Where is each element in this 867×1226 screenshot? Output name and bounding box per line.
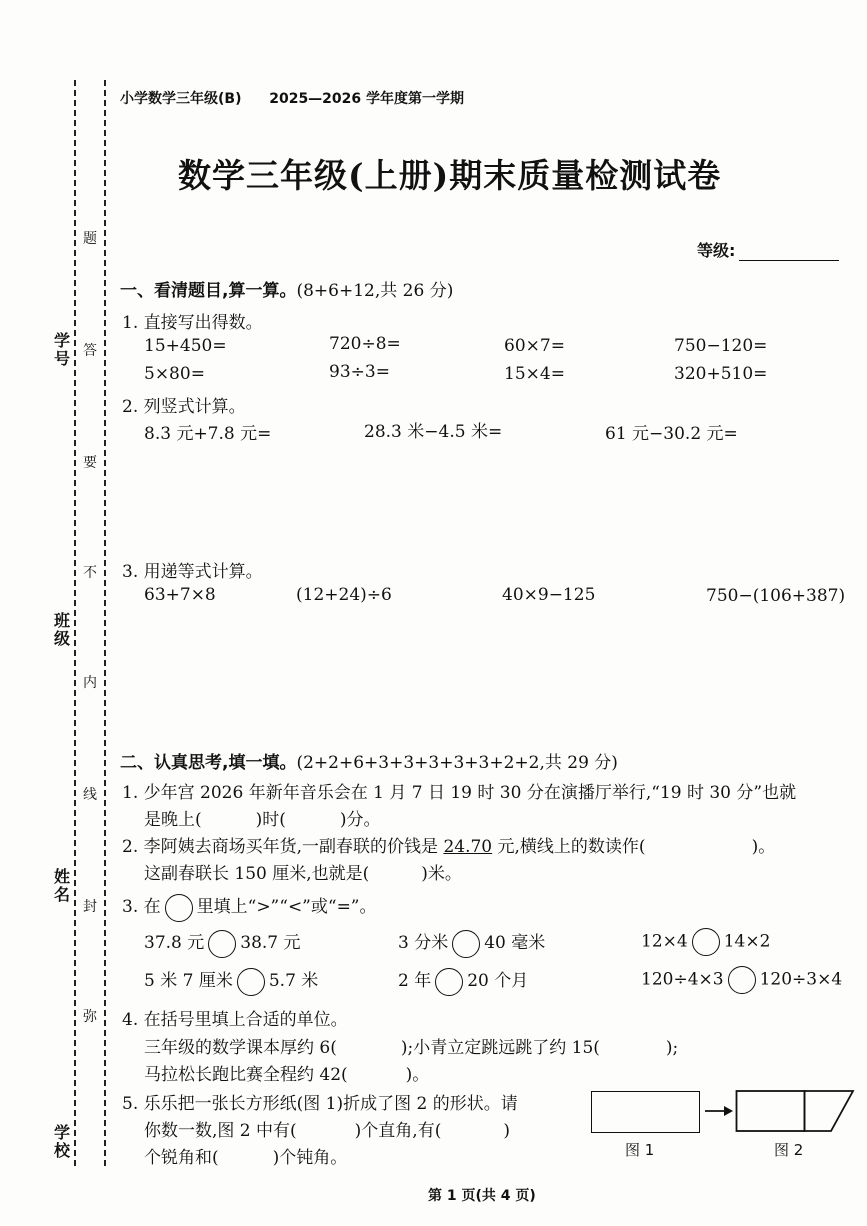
step-calc-item: 40×9−125	[502, 585, 596, 605]
mental-calc-item: 60×7=	[504, 336, 565, 356]
circle-icon	[165, 894, 193, 922]
compare-circle[interactable]	[452, 930, 480, 958]
mental-calc-item: 720÷8=	[329, 334, 401, 354]
figure-2-label: 图 2	[774, 1141, 804, 1159]
binding-dashed-line-inner	[104, 80, 106, 1166]
mental-calc-item: 5×80=	[144, 364, 205, 384]
compare-item: 120÷4×3 120÷3×4	[641, 966, 842, 994]
vertical-calc-item: 61 元−30.2 元=	[605, 424, 738, 444]
q2-2-line2: 这副春联长 150 厘米,也就是( )米。	[144, 864, 462, 884]
figure-1-label: 图 1	[625, 1141, 655, 1159]
mental-calc-item: 750−120=	[674, 336, 768, 356]
class-label: 班级	[53, 611, 70, 648]
vertical-calc-item: 8.3 元+7.8 元=	[144, 424, 272, 444]
compare-circle[interactable]	[208, 930, 236, 958]
section-2-score: (2+2+6+3+3+3+3+3+2+2,共 29 分)	[296, 753, 618, 773]
seal-char: 线	[83, 787, 97, 803]
vertical-calc-item: 28.3 米−4.5 米=	[364, 422, 503, 442]
arrow-right-icon	[704, 1104, 734, 1118]
compare-circle[interactable]	[237, 968, 265, 996]
seal-char: 答	[83, 343, 97, 359]
q1-3-title: 3. 用递等式计算。	[122, 562, 263, 582]
compare-circle[interactable]	[728, 966, 756, 994]
compare-circle[interactable]	[692, 928, 720, 956]
q2-2-line1: 2. 李阿姨去商场买年货,一副春联的价钱是 24.70 元,横线上的数读作( )。	[122, 837, 776, 857]
q1-1-title: 1. 直接写出得数。	[122, 313, 263, 333]
exam-series: 小学数学三年级(B)	[120, 91, 242, 107]
compare-item: 12×4 14×2	[641, 928, 770, 956]
section-2-heading: 二、认真思考,填一填。(2+2+6+3+3+3+3+3+2+2,共 29 分)	[120, 753, 618, 773]
mental-calc-item: 15×4=	[504, 364, 565, 384]
page-title: 数学三年级(上册)期末质量检测试卷	[178, 156, 722, 195]
grade-field	[697, 238, 839, 261]
q1-2-title: 2. 列竖式计算。	[122, 397, 246, 417]
q2-1-line1: 1. 少年宫 2026 年新年音乐会在 1 月 7 日 19 时 30 分在演播厅举行,“19 时 30 分”也就	[122, 783, 797, 803]
seal-char: 封	[83, 899, 97, 915]
seal-char: 要	[83, 455, 97, 471]
seal-char: 内	[83, 675, 97, 691]
binding-dashed-line-outer	[74, 80, 76, 1166]
q2-3-title: 3. 在 里填上“>”“<”或“=”。	[122, 892, 377, 922]
q2-4-line1: 三年级的数学课本厚约 6( );小青立定跳远跳了约 15( );	[144, 1038, 679, 1058]
q2-5-line3: 个锐角和( )个钝角。	[144, 1148, 348, 1168]
figure-1-rectangle	[591, 1091, 700, 1133]
name-label: 姓名	[53, 867, 70, 904]
q2-4-line2: 马拉松长跑比赛全程约 42( )。	[144, 1065, 430, 1085]
page-footer: 第 1 页(共 4 页)	[428, 1188, 536, 1204]
section-1-heading: 一、看清题目,算一算。(8+6+12,共 26 分)	[120, 281, 454, 301]
section-1-score: (8+6+12,共 26 分)	[296, 281, 454, 301]
q2-5-line2: 你数一数,图 2 中有( )个直角,有( )	[144, 1121, 510, 1141]
compare-item: 3 分米 40 毫米	[398, 928, 545, 958]
figure-2-folded-shape	[735, 1089, 857, 1135]
compare-item: 2 年 20 个月	[398, 966, 528, 996]
grade-input-line[interactable]	[739, 244, 839, 261]
step-calc-item: 63+7×8	[144, 585, 216, 605]
mental-calc-item: 93÷3=	[329, 362, 390, 382]
compare-item: 5 米 7 厘米 5.7 米	[144, 966, 318, 996]
grade-label: 等级:	[697, 241, 736, 260]
exam-header	[120, 88, 464, 108]
q2-1-line2: 是晚上( )时( )分。	[144, 810, 381, 830]
seal-char: 弥	[83, 1009, 97, 1025]
seal-char: 题	[83, 231, 97, 247]
step-calc-item: (12+24)÷6	[296, 585, 392, 605]
q2-5-line1: 5. 乐乐把一张长方形纸(图 1)折成了图 2 的形状。请	[122, 1094, 518, 1114]
underlined-price: 24.70	[443, 837, 493, 857]
step-calc-item: 750−(106+387)	[706, 586, 846, 606]
seal-char: 不	[83, 565, 97, 581]
q2-4-title: 4. 在括号里填上合适的单位。	[122, 1010, 348, 1030]
school-label: 学校	[53, 1123, 70, 1160]
mental-calc-item: 320+510=	[674, 364, 768, 384]
student-id-label: 学号	[53, 331, 70, 368]
compare-item: 37.8 元 38.7 元	[144, 928, 301, 958]
compare-circle[interactable]	[435, 968, 463, 996]
exam-term: 2025—2026 学年度第一学期	[269, 91, 465, 107]
mental-calc-item: 15+450=	[144, 336, 227, 356]
